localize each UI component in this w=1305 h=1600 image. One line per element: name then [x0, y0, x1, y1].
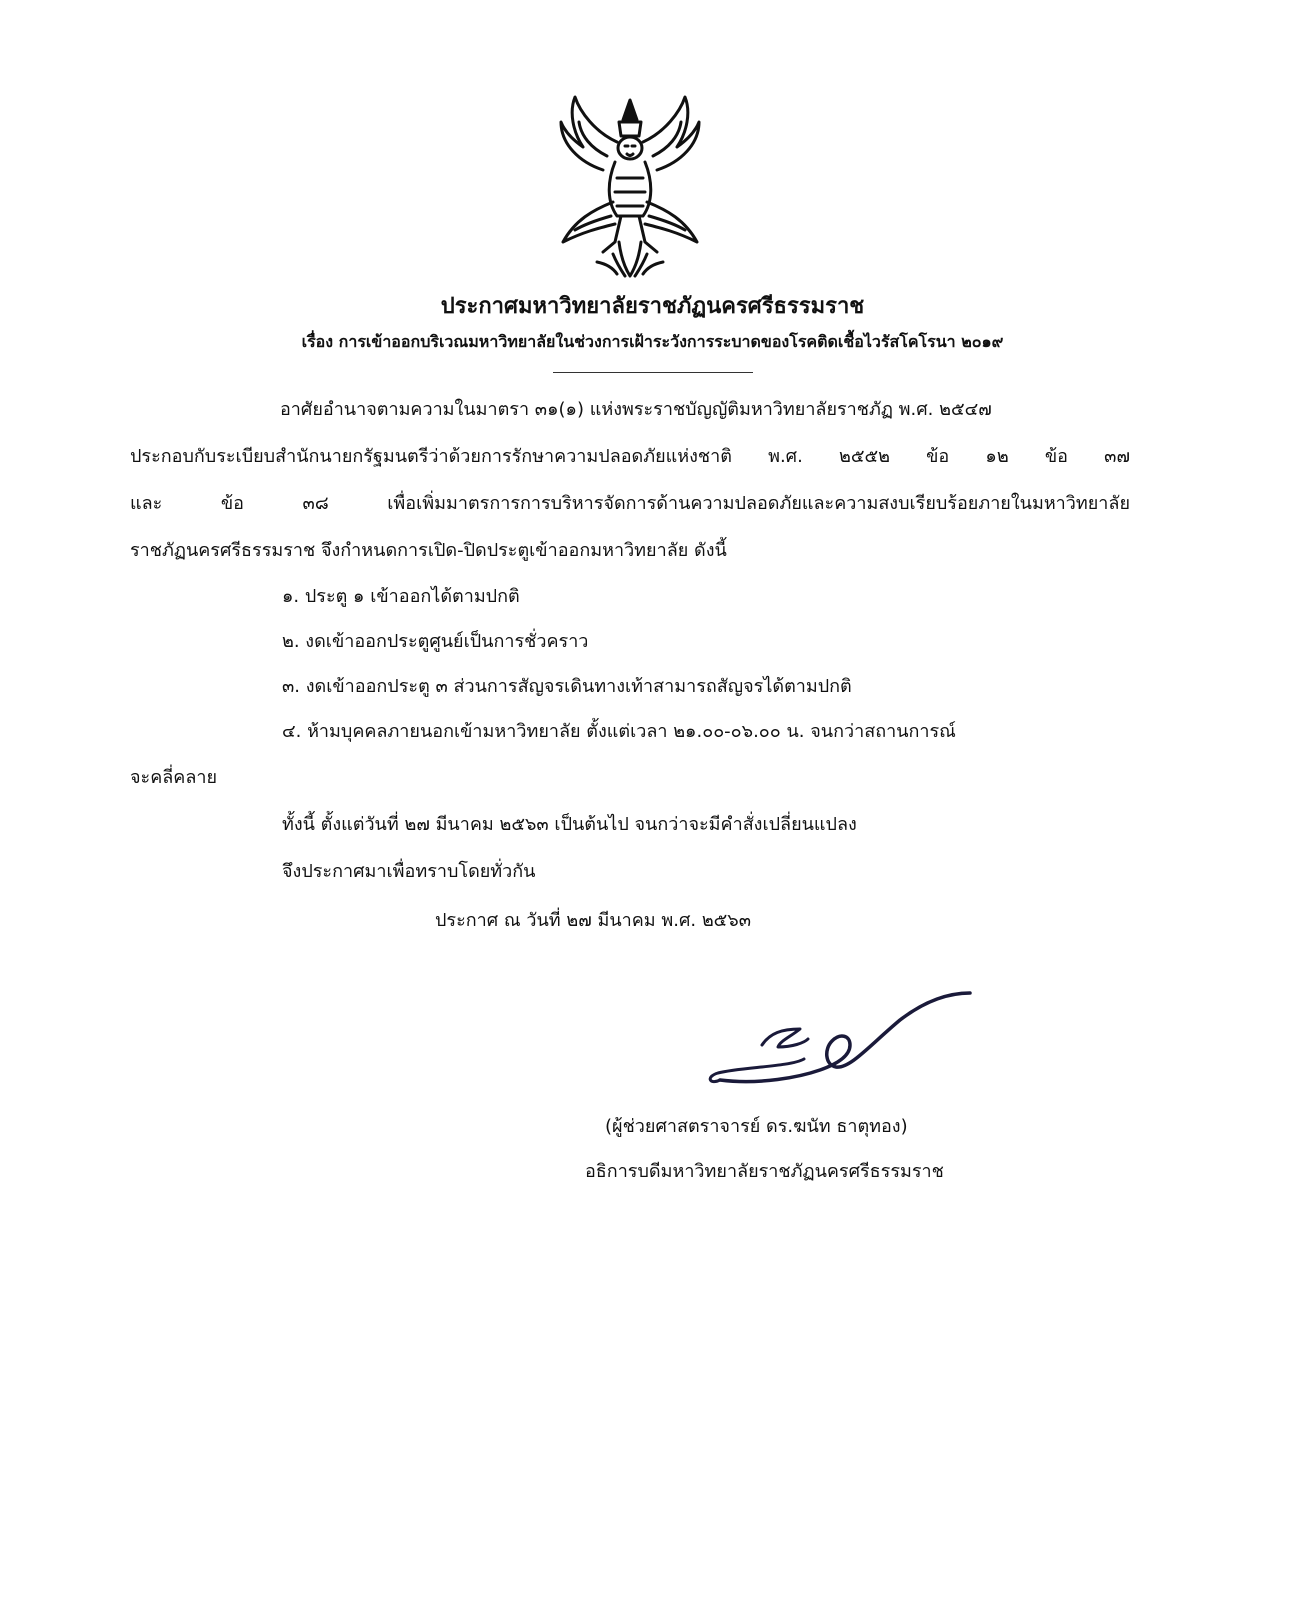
effective-date-text: ทั้งนี้ ตั้งแต่วันที่ ๒๗ มีนาคม ๒๕๖๓ เป็นต้นไป จนกว่าจะมีคำสั่งเปลี่ยนแปลง	[282, 814, 857, 835]
garuda-emblem-icon	[555, 92, 705, 282]
body-paragraph-line-3: และ ข้อ ๓๘ เพื่อเพิ่มมาตรการการบริหารจัดการด้านความปลอดภัยและความสงบเรียบร้อยภายในมหาวิทยาลัย	[130, 493, 1130, 514]
list-item-4: ๔. ห้ามบุคคลภายนอกเข้ามหาวิทยาลัย ตั้งแต่เวลา ๒๑.๐๐-๐๖.๐๐ น. จนกว่าสถานการณ์	[282, 721, 956, 742]
announcement-title: ประกาศมหาวิทยาลัยราชภัฏนครศรีธรรมราช	[440, 294, 865, 319]
body-paragraph-line-2: ประกอบกับระเบียบสำนักนายกรัฐมนตรีว่าด้วยการรักษาความปลอดภัยแห่งชาติ พ.ศ. ๒๕๕๒ ข้อ ๑๒ ข้อ ๓๗	[130, 446, 1130, 467]
list-item-3: ๓. งดเข้าออกประตู ๓ ส่วนการสัญจรเดินทางเท้าสามารถสัญจรได้ตามปกติ	[282, 676, 852, 697]
body-paragraph-line-4: ราชภัฏนครศรีธรรมราช จึงกำหนดการเปิด-ปิดประตูเข้าออกมหาวิทยาลัย ดังนี้	[130, 540, 727, 561]
list-item-2: ๒. งดเข้าออกประตูศูนย์เป็นการชั่วคราว	[282, 631, 589, 652]
list-item-1: ๑. ประตู ๑ เข้าออกได้ตามปกติ	[282, 586, 520, 607]
handwritten-signature	[700, 985, 990, 1095]
list-item-4-continuation: จะคลี่คลาย	[130, 767, 218, 788]
announcement-date: ประกาศ ณ วันที่ ๒๗ มีนาคม พ.ศ. ๒๕๖๓	[435, 910, 752, 931]
title-underline	[553, 372, 753, 373]
closing-text: จึงประกาศมาเพื่อทราบโดยทั่วกัน	[282, 861, 536, 882]
body-paragraph-line-1: อาศัยอำนาจตามความในมาตรา ๓๑(๑) แห่งพระราชบัญญัติมหาวิทยาลัยราชภัฏ พ.ศ. ๒๕๔๗	[280, 399, 992, 420]
signatory-position: อธิการบดีมหาวิทยาลัยราชภัฏนครศรีธรรมราช	[585, 1161, 944, 1182]
announcement-subject: เรื่อง การเข้าออกบริเวณมหาวิทยาลัยในช่วงการเฝ้าระวังการระบาดของโรคติดเชื้อไวรัสโคโรนา ๒๐๑๙	[301, 332, 1004, 351]
signatory-name: (ผู้ช่วยศาสตราจารย์ ดร.ฆนัท ธาตุทอง)	[605, 1116, 908, 1137]
